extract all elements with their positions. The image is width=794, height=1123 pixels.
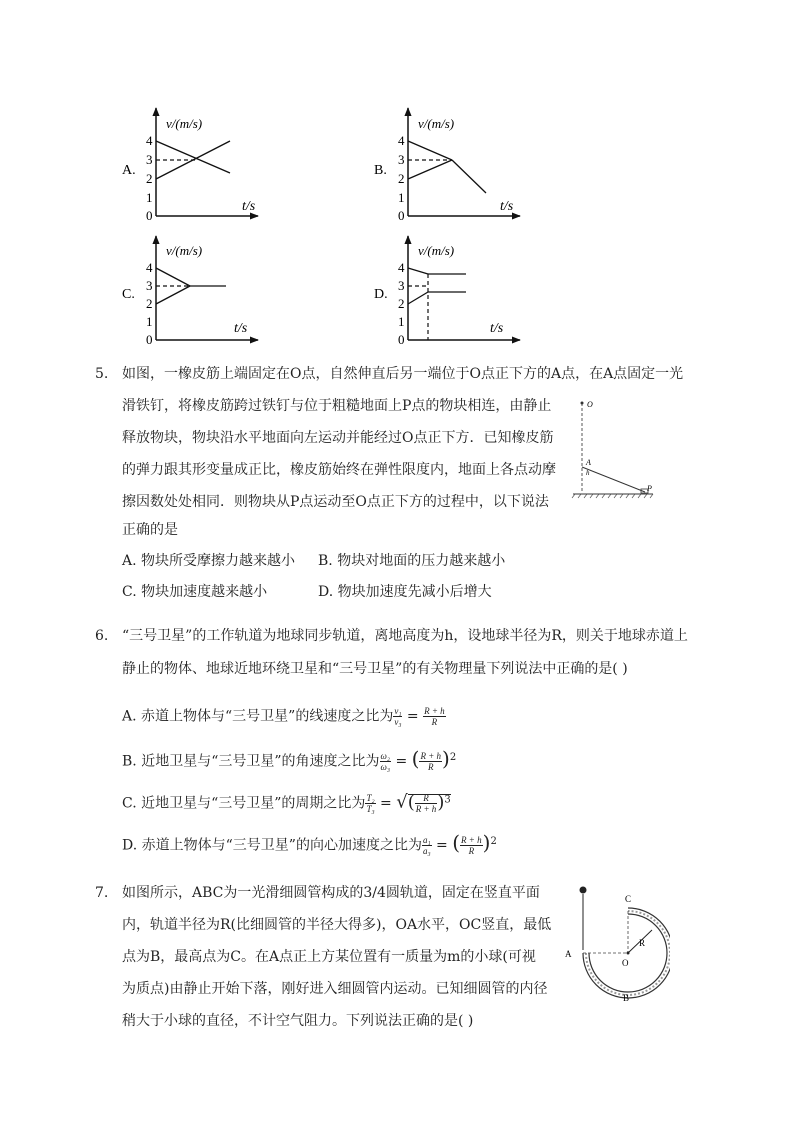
graph-d-origin: 0 [398,332,405,347]
q7-line-3: 点为B，最高点为C。在A点正上方某位置有一质量为m的小球(可视 [122,949,536,965]
q6-option-c[interactable]: C. 近地卫星与“三号卫星”的周期之比为 $\frac{\text{T₂}}{\text{T₃}}$ = √( $\frac{R}{R + h}$ )$^3$ [122,791,451,815]
q5-option-d[interactable]: D. 物块加速度先减小后增大 [318,584,492,600]
graph-c-tick-1: 1 [146,314,153,329]
q5-line-2: 滑铁钉，将橡皮筋跨过铁钉与位于粗糙地面上P点的物块相连，由静止 [122,398,552,414]
graph-d-xlabel: t/s [490,321,504,336]
graph-b-xlabel: t/s [500,199,514,214]
q6-number: 6. [95,628,109,644]
graph-c [122,236,258,347]
graph-a-tick-1: 1 [146,190,153,205]
graph-b [374,108,520,223]
graph-a-ylabel: v/(m/s) [166,116,203,131]
q7-label-a: A [565,949,572,959]
q6-line-2: 静止的物体、地球近地环绕卫星和“三号卫星”的有关物理量下列说法中正确的是( ) [122,661,628,677]
q5-label-a: A [586,458,591,467]
graph-c-tick-4: 4 [146,260,153,275]
q6-option-b[interactable]: B. 近地卫星与“三号卫星”的角速度之比为 $\frac{\text{ω₂}}{\text{ω₃}}$ = ( $\frac{R + h}{R}$ )$^2$ [122,746,457,773]
q5-option-c[interactable]: C. 物块加速度越来越小 [122,584,268,600]
q6-option-b-ratio: $\frac{\text{ω₂}}{\text{ω₃}}$ [380,751,390,773]
graph-a-tick-3: 3 [146,152,153,167]
q5-line-5: 擦因数处处相同．则物块从P点运动至O点正下方的过程中，以下说法 [122,494,549,510]
q5-ground-hatch [572,494,653,498]
graph-b-tick-3: 3 [398,152,405,167]
q6-option-c-ratio: $\frac{\text{T₂}}{\text{T₃}}$ [366,793,375,815]
q6-option-c-text: C. 近地卫星与“三号卫星”的周期之比为 [122,795,366,812]
q6-option-a-rhs: $\frac{R + h}{R}$ [424,706,445,727]
q6-option-b-power: 2 [449,752,457,763]
q6-option-b-rhs: $\frac{R + h}{R}$ [420,751,442,773]
graph-a-tick-2: 2 [146,171,153,186]
graph-b-tick-4: 4 [398,133,405,148]
q7-label-b: B [623,993,630,1003]
q5-figure [565,395,660,505]
graph-a-xlabel: t/s [242,199,256,214]
q7-line-1: 如图所示，ABC为一光滑细圆管构成的3/4圆轨道，固定在竖直平面 [122,885,540,901]
graph-a-tick-4: 4 [146,133,153,148]
q7-line-2: 内，轨道半径为R(比细圆管的半径大得多)，OA水平，OC竖直，最低 [122,917,552,933]
graph-c-origin: 0 [146,332,153,347]
q6-option-a-text: A. 赤道上物体与“三号卫星”的线速度之比为 [122,708,394,725]
graph-c-label: C. [122,287,135,302]
q5-option-a[interactable]: A. 物块所受摩擦力越来越小 [122,553,296,569]
graph-b-tick-2: 2 [398,171,405,186]
graph-b-tick-1: 1 [398,190,405,205]
graph-c-ylabel: v/(m/s) [166,243,203,258]
q6-option-a-ratio: $\frac{\text{v₁}}{\text{v₃}}$ [394,706,402,727]
q6-option-b-text: B. 近地卫星与“三号卫星”的角速度之比为 [122,753,380,770]
q6-option-a[interactable]: A. 赤道上物体与“三号卫星”的线速度之比为 $\frac{\text{v₁}}{\text{v₃}}$ = $\frac{R + h}{R}$ [122,706,445,727]
graph-c-tick-3: 3 [146,278,153,293]
q7-label-c: C [625,894,632,904]
graph-c-tick-2: 2 [146,296,153,311]
q5-label-p: P [647,484,652,493]
q5-label-o: O [587,400,593,409]
graph-d [374,236,520,347]
graph-c-xlabel: t/s [234,321,248,336]
q6-option-d-rhs: $\frac{R + h}{R}$ [461,835,482,857]
graph-b-ylabel: v/(m/s) [418,116,455,131]
q7-ball [580,887,587,894]
graph-d-tick-1: 1 [398,314,405,329]
q7-label-o: O [622,958,629,968]
q5-number: 5. [95,366,109,382]
q5-line-3: 释放物块，物块沿水平地面向左运动并能经过O点正下方．已知橡皮筋 [122,430,554,446]
graph-d-label: D. [374,287,388,302]
q6-option-c-power: 3 [444,794,451,805]
graph-b-origin: 0 [398,208,405,223]
graph-d-tick-2: 2 [398,296,405,311]
graph-a-origin: 0 [146,208,153,223]
q5-option-b[interactable]: B. 物块对地面的压力越来越小 [318,553,506,569]
graph-a-label: A. [122,163,136,178]
q6-line-1: “三号卫星”的工作轨道为地球同步轨道，离地高度为h，设地球半径为R，则关于地球赤道上 [122,628,688,644]
q6-option-d-text: D. 赤道上物体与“三号卫星”的向心加速度之比为 [122,837,422,854]
q7-figure [560,880,670,1005]
q5-line-4: 的弹力跟其形变量成正比，橡皮筋始终在弹性限度内，地面上各点动摩 [122,462,556,478]
q6-option-d-power: 2 [490,836,497,847]
q7-number: 7. [95,885,109,901]
q5-label-h: h [586,469,590,477]
q6-option-d-ratio: $\frac{\text{a₁}}{\text{a₃}}$ [422,835,431,857]
q6-option-d[interactable]: D. 赤道上物体与“三号卫星”的向心加速度之比为 $\frac{\text{a₁}}{\text{a₃}}$ = ( $\frac{R + h}{R}$ )$^2$ [122,830,497,857]
graph-a [122,108,258,223]
graph-d-tick-3: 3 [398,278,405,293]
graph-d-tick-4: 4 [398,260,405,275]
q6-option-c-rhs: $\frac{R}{R + h}$ [415,793,437,815]
graph-b-label: B. [374,163,387,178]
q7-line-4: 为质点)由静止开始下落，刚好进入细圆管内运动。已知细圆管的内径 [122,981,548,997]
graph-d-ylabel: v/(m/s) [418,243,455,258]
q5-line-1: 如图，一橡皮筋上端固定在O点，自然伸直后另一端位于O点正下方的A点，在A点固定一光 [122,366,684,382]
velocity-graphs [0,0,794,350]
q7-label-r: R [639,938,646,948]
q5-line-6: 正确的是 [122,522,178,538]
q7-line-5: 稍大于小球的直径，不计空气阻力。下列说法正确的是( ) [122,1013,474,1029]
